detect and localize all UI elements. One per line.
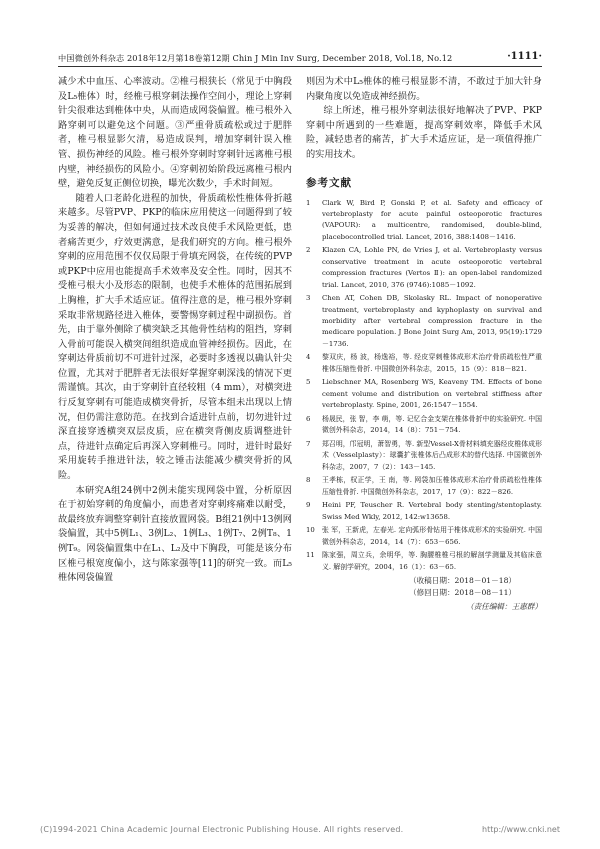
reference-text: 黎双庆，杨 波，杨逸裕，等. 经皮穿刺椎体成形术治疗骨质疏松性严重椎体压缩性骨折. 中国微创外科杂志，2015，15（9）：818－821. (322, 353, 542, 373)
reference-text: Liebschner MA, Rosenberg WS, Keaveny TM. Effects of bone cement volume and distribution on vertebral stiffness after vertebroplasty. Spine, 2001, 26:1547－1554. (322, 378, 542, 410)
reference-list (306, 198, 542, 573)
reference-item (306, 352, 542, 375)
conclusion-paragraph: 综上所述，椎弓根外穿刺法很好地解决了PVP、PKP穿刺中所遇到的一些难题，提高穿刺效率，降低手术风险，减轻患者的痛苦，扩大手术适应证，是一项值得推广的实用技术。 (306, 105, 542, 160)
reference-item (306, 414, 542, 437)
running-header: 中国微创外科杂志 2018年12月第18卷第12期 Chin J Min Inv Surg, December 2018, Vol.18, No.12 (58, 53, 453, 63)
reference-text: Heini PF, Teuscher R. Vertebral body stenting/stentoplasty. Swiss Med Wkly, 2012, 142:w13658. (322, 501, 542, 521)
header-rule (58, 66, 542, 67)
reference-number: 2 (306, 246, 311, 255)
revised-date: （修回日期：2018－08－11） (409, 588, 516, 598)
reference-text: Clark W, Bird P, Gonski P, et al. Safety and efficacy of vertebroplasty for acute painful osteoporotic fractures (VAPOUR): a multicentre, randomised, double-blind, placebocontrolled trial. Lancet, 2016, 388:1408－1416. (322, 198, 542, 241)
reference-number: 5 (306, 378, 311, 387)
footer-url: http://www.cnki.net (482, 825, 560, 834)
reference-text: 王孝栋，权正学，王 南，等. 网袋加压椎体成形术治疗骨质疏松性椎体压缩性骨折. 中国微创外科杂志，2017，17（9）：822－826. (322, 476, 542, 496)
reference-item (306, 198, 542, 244)
references-heading: 参考文献 (306, 176, 352, 189)
reference-number: 8 (306, 476, 311, 485)
reference-item (306, 475, 542, 498)
responsible-editor: （责任编辑：王惠群） (466, 602, 542, 612)
body-paragraph: 本研究A组24例中2例未能实现网袋中置，分析原因在于初始穿刺的角度偏小，而患者对穿刺疼痛难以耐受，故最终放弃调整穿刺针直接放置网袋。B组21例中13例网袋偏置，其中5例L₁、3例L₂、1例L₃、1例T₇、2例T₈、1例T₉。网袋偏置集中在L₁、L₂及中下胸段，可能是该分布区椎弓根宽度偏小，这与陈家强等[11]的研究一致。而L₅椎体网袋偏置 (58, 484, 292, 584)
right-column (306, 75, 542, 612)
reference-number: 7 (306, 439, 311, 448)
reference-item (306, 550, 542, 573)
reference-number: 4 (306, 353, 311, 362)
page-number: ·1111· (507, 51, 542, 62)
reference-text: 陈家强，周立兵，余明华，等. 胸腰椎椎弓根的解剖学测量及其临床意义. 解剖学研究，2004，16（1）：63－65. (322, 551, 542, 571)
reference-number: 6 (306, 414, 311, 423)
reference-text: 张 军，王新虎，左春光. 定向弧形骨钻用于椎体成形术的实验研究. 中国微创外科杂志，2014，14（7）：653－656. (322, 526, 542, 546)
reference-number: 1 (306, 198, 311, 207)
reference-text: Chen AT, Cohen DB, Skolasky RL. Impact of nonoperative treatment, vertebroplasty and kyphoplasty on survival and morbidity after vertebral compression fracture in the medicare population. J Bone Joint Surg Am, 2013, 95(19):1729－1736. (322, 294, 542, 348)
received-date: （收稿日期：2018－01－18） (409, 576, 516, 586)
reference-item (306, 525, 542, 548)
reference-number: 3 (306, 294, 311, 303)
left-column (58, 75, 292, 586)
reference-number: 10 (306, 526, 315, 535)
body-paragraph: 随着人口老龄化进程的加快，骨质疏松性椎体骨折越来越多。尽管PVP、PKP的临床应用使这一问题得到了较为妥善的解决，但如何通过技术改良使手术风险更低，患者痛苦更少，疗效更满意，是我们研究的方向。椎弓根外穿刺的应用范围不仅仅局限于骨填充网袋，在传统的PVP或PKP中应用也能提高手术效率及安全性。同时，因其不受椎弓根大小及形态的限制，也使手术椎体的范围拓展到上胸椎，扩大手术适应证。值得注意的是，椎弓根外穿刺采取非常规路径进入椎体，要警惕穿刺过程中副损伤。首先，由于靠外侧除了横突缺乏其他骨性结构的阻挡，穿刺入骨前可能误入横突间组织造成血管神经损伤。因此，在穿刺达骨质前切不可进针过深，必要时多透视以确认针尖位置，尤其对于肥胖者无法很好掌握穿刺深浅的情况下更需谨慎。其次，由于穿刺针直径较粗（4 mm），对横突进行反复穿刺有可能造成横突骨折，尽管本组未出现以上情况，但仍需注意防范。在找到合适进针点前，切勿进针过深直接穿透横突双层皮质，应在横突背侧皮质调整进针点，待进针点确定后再深入穿刺椎弓。同时，进针时最好采用旋转手推进针法，较之锤击法能减少横突骨折的风险。 (58, 192, 292, 482)
reference-text: 郑召明，邝冠明，萧智勇，等. 新型Vessel-X骨材料填充器经皮椎体成形术（Vesselplasty）：球囊扩张椎体后凸成形术的替代选择. 中国微创外科杂志，2007，7（2）：143－145. (322, 439, 542, 471)
reference-text: 杨晟民，张 智，李 萌，等. 记忆合金支架在椎体骨折中的实验研究. 中国微创外科杂志，2014，14（8）：751－754. (322, 414, 542, 435)
body-paragraph: 则因为术中L₅椎体的椎弓根显影不清，不敢过于加大针身内聚角度以免造成神经损伤。 (306, 76, 542, 102)
reference-number: 9 (306, 501, 311, 510)
reference-item (306, 377, 542, 411)
reference-item (306, 293, 542, 350)
copyright-footer: (C)1994-2021 China Academic Journal Electronic Publishing House. All rights reserved. (40, 825, 404, 834)
body-paragraph: 减少术中血压、心率波动。②椎弓根狭长（常见于中胸段及L₅椎体）时，经椎弓根穿刺法操作空间小，理论上穿刺针尖很难达到椎体中央，从而造成网袋偏置。椎弓根外入路穿刺可以避免这个问题。③严重骨质疏松或过于肥胖者，椎弓根显影欠清，易造成误判，增加穿刺针误入椎管、损伤神经的风险。椎弓根外穿刺时穿刺针远离椎弓根内壁，神经损伤的风险小。④穿刺初始阶段远离椎弓根内壁，避免反复正侧位切换，曝光次数少，手术时间短。 (58, 76, 292, 190)
reference-text: Klazen CA, Lohle PN, de Vries J, et al. Vertebroplasty versus conservative treatment in acute osteoporotic vertebral compression fractures (Vertos Ⅱ): an open-label randomized trial. Lancet, 2010, 376 (9746):1085－1092. (322, 246, 542, 289)
reference-item (306, 439, 542, 473)
reference-number: 11 (306, 551, 315, 560)
reference-item (306, 500, 542, 523)
reference-item (306, 245, 542, 291)
